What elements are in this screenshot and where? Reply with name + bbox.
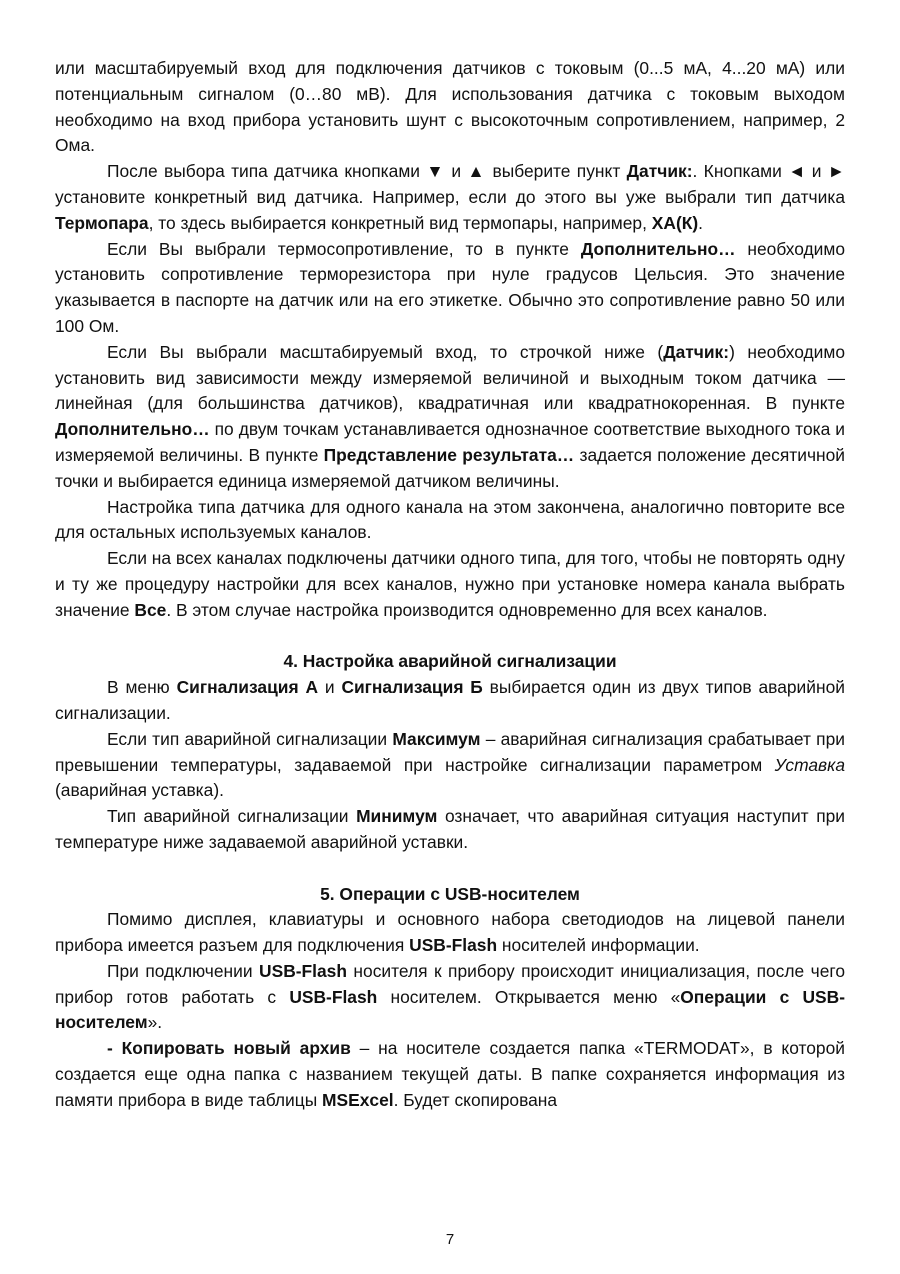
term-setpoint: Уставка xyxy=(774,754,845,775)
paragraph-usb-init: При подключении USB-Flash носителя к прибору происходит инициализация, после чего прибор готов работать с USB-Flash носителем. Открывается меню «Операции с USB-носителем». xyxy=(55,960,846,1033)
term-alarm-a: Сигнализация А xyxy=(176,677,319,698)
term-alarm-b: Сигнализация Б xyxy=(341,677,483,698)
paragraph-usb-connector: Помимо дисплея, клавиатуры и основного набора светодиодов на лицевой панели прибора имеется разъем для подключения USB-Flash носителей информации. xyxy=(55,909,845,956)
paragraph-alarm-maximum: Если тип аварийной сигнализации Максимум – аварийная сигнализация срабатывает при превышении температуры, задаваемой при настройке сигнализации параметром Уставка (аварийная уставка). xyxy=(55,728,845,801)
page-number: 7 xyxy=(445,1231,455,1248)
spacer xyxy=(55,856,845,882)
section-heading-usb: 5. Операции с USB-носителем xyxy=(320,883,580,904)
paragraph-current-input: или масштабируемый вход для подключения датчиков с токовым (0...5 мА, 4...20 мА) или потенциальным сигналом (0…80 мВ). Для использования датчика с токовым выходом необходимо на вход прибора установить шунт с высокоточным сопротивлением, например, 2 Ома. xyxy=(55,58,845,156)
paragraph-all-channels: Если на всех каналах подключены датчики одного типа, для того, чтобы не повторять одну и ту же процедуру настройки для всех каналов, нужно при установке номера канала выбрать значение Все. В этом случае настройка производится одновременно для всех каналов. xyxy=(55,548,845,620)
term-usb-flash: USB-Flash xyxy=(289,986,378,1007)
term-xa-k: ХА(К) xyxy=(651,212,699,233)
term-usb-operations: Операции с USB-носителем xyxy=(55,986,845,1033)
paragraph-channel-done: Настройка типа датчика для одного канала на этом закончена, аналогично повторите все для остальных используемых каналов. xyxy=(55,496,845,543)
term-msexcel: MSExcel xyxy=(322,1089,394,1110)
section-heading-alarm: 4. Настройка аварийной сигнализации xyxy=(283,651,617,672)
paragraph-copy-archive: - Копировать новый архив – на носителе создается папка «TERMODAT», в которой создается еще одна папка с названием текущей даты. В папке сохраняется информация из памяти прибора в виде таблицы MSExcel. Будет скопирована xyxy=(55,1038,845,1110)
term-usb-flash: USB-Flash xyxy=(259,960,347,981)
term-all: Все xyxy=(134,599,167,620)
paragraph-thermoresistance: Если Вы выбрали термосопротивление, то в пункте Дополнительно… необходимо установить сопротивление терморезистора при нуле градусов Цельсия. Это значение указывается в паспорте на датчик или на его этикетке. Обычно это сопротивление равно 50 или 100 Ом. xyxy=(55,238,845,336)
paragraph-alarm-minimum: Тип аварийной сигнализации Минимум означает, что аварийная ситуация наступит при температуре ниже задаваемой аварийной уставки. xyxy=(55,806,845,852)
document-page xyxy=(55,56,845,1114)
term-additional: Дополнительно… xyxy=(580,238,736,259)
paragraph-sensor-selection: После выбора типа датчика кнопками ▼ и ▲ выберите пункт Датчик:. Кнопками ◄ и ► установите конкретный вид датчика. Например, если до этого вы уже выбрали тип датчика Термопара, то здесь выбирается конкретный вид термопары, например, ХА(К). xyxy=(55,161,845,233)
term-copy-new-archive: - Копировать новый архив xyxy=(107,1038,351,1059)
term-minimum: Минимум xyxy=(356,806,438,827)
term-usb-flash: USB-Flash xyxy=(409,935,498,956)
term-sensor: Датчик: xyxy=(663,341,730,362)
term-additional: Дополнительно… xyxy=(55,419,210,440)
paragraph-scalable-input: Если Вы выбрали масштабируемый вход, то строчкой ниже (Датчик:) необходимо установить вид зависимости между измеряемой величиной и выходным током датчика — линейная (для большинства датчиков), квадратичная или квадратнокоренная. В пункте Дополнительно… по двум точкам устанавливается однозначное соответствие выходного тока и измеряемой величины. В пункте Представление результата… задается положение десятичной точки и выбирается единица измеряемой датчиком величины. xyxy=(55,341,845,491)
term-thermocouple: Термопара xyxy=(55,212,149,233)
paragraph-alarm-menu: В меню Сигнализация А и Сигнализация Б выбирается один из двух типов аварийной сигнализации. xyxy=(55,677,845,723)
spacer xyxy=(55,624,845,650)
term-result-representation: Представление результата… xyxy=(323,444,575,465)
term-maximum: Максимум xyxy=(392,728,481,749)
term-sensor: Датчик: xyxy=(626,161,693,182)
